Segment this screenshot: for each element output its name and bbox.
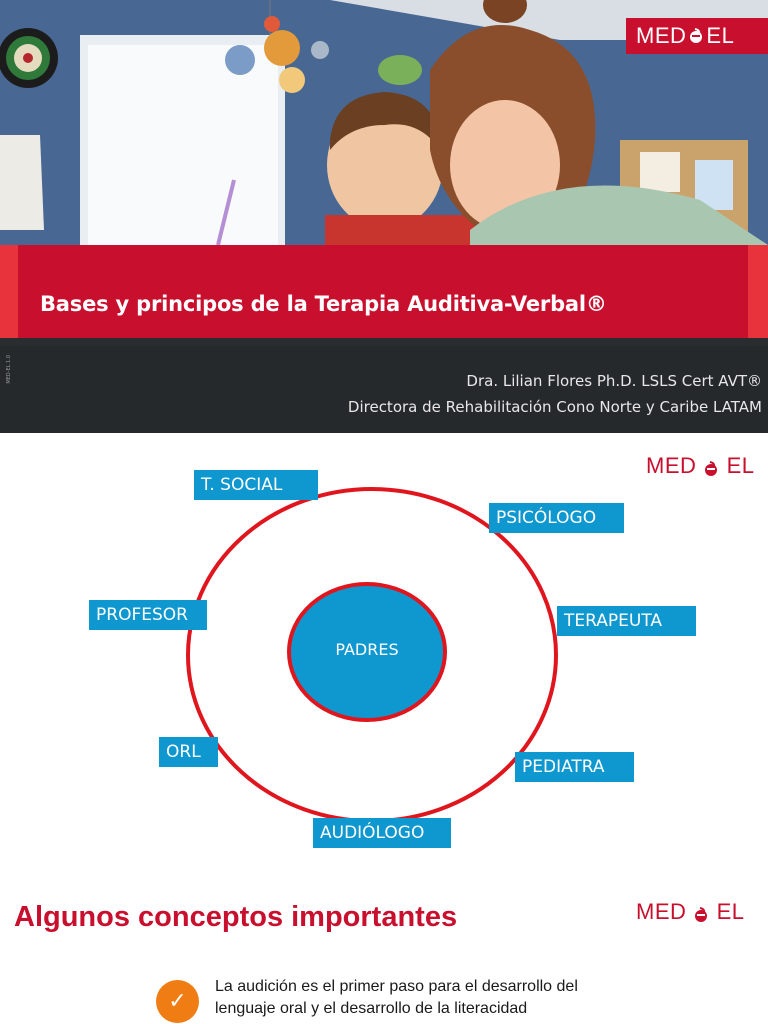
- slide-concepts: [0, 873, 768, 1024]
- bullet-text: La audición es el primer paso para el desarrollo del lenguaje oral y el desarrollo de la literacidad: [215, 978, 578, 1017]
- logo-el-text: EL: [716, 899, 745, 924]
- slide-cover: [0, 0, 768, 433]
- center-label: PADRES: [335, 640, 399, 659]
- author-name: Dra. Lilian Flores Ph.D. LSLS Cert AVT®: [466, 372, 762, 390]
- role-label-teacher: PROFESOR: [89, 600, 207, 630]
- logo-el-text: EL: [706, 23, 735, 48]
- slide-title: Algunos conceptos importantes: [14, 901, 458, 933]
- logo-mark-icon: [694, 907, 708, 923]
- role-label-psychologist: PSICÓLOGO: [489, 503, 624, 533]
- role-label-audiologist: AUDIÓLOGO: [313, 818, 451, 848]
- role-label-pediatrician: PEDIATRA: [515, 752, 634, 782]
- logo-med-text: MED: [646, 453, 697, 478]
- medel-logo: [636, 899, 745, 925]
- title-band-edge: [748, 245, 768, 338]
- slide-title: Bases y principos de la Terapia Auditiva-Verbal®: [40, 292, 607, 316]
- title-band-edge: [0, 245, 18, 338]
- logo-el-text: EL: [726, 453, 755, 478]
- role-label-social: T. SOCIAL: [194, 470, 318, 500]
- check-icon: ✓: [156, 980, 199, 1023]
- role-label-ent: ORL: [159, 737, 218, 767]
- author-role: Directora de Rehabilitación Cono Norte y Caribe LATAM: [347, 398, 762, 416]
- logo-med-text: MED: [636, 23, 687, 48]
- role-label-therapist: TERAPEUTA: [557, 606, 696, 636]
- medel-logo: [626, 18, 768, 54]
- slide-diagram: [0, 433, 768, 873]
- logo-mark-icon: [689, 28, 703, 44]
- document-code: MED-EL 1.0: [6, 355, 12, 384]
- logo-med-text: MED: [636, 899, 687, 924]
